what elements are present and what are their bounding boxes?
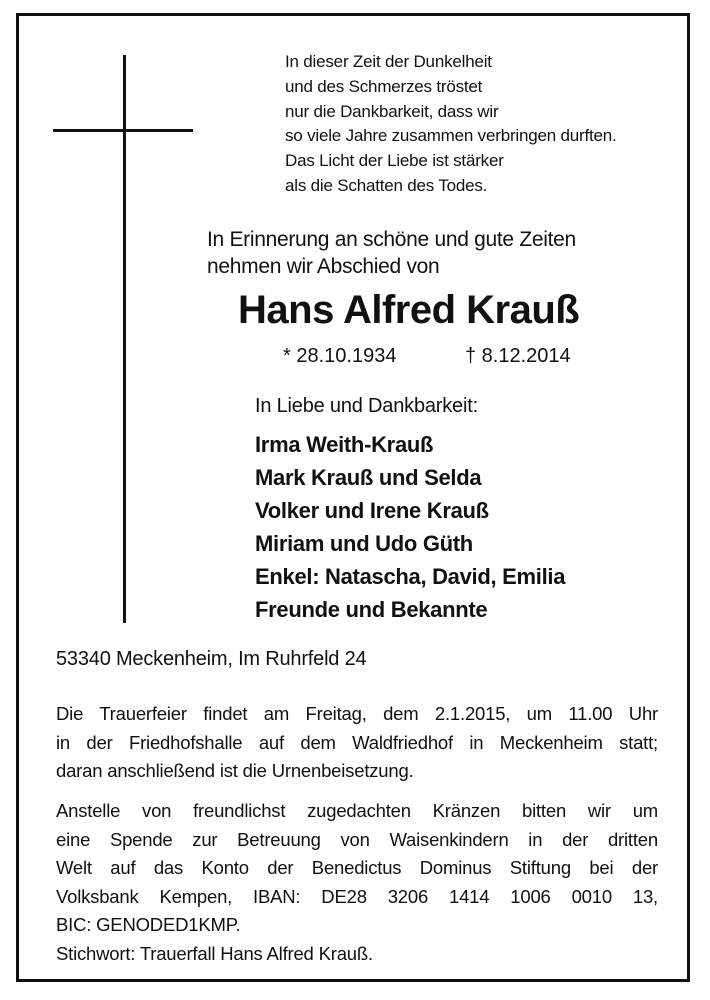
intro-text bbox=[207, 226, 576, 280]
poem-line: In dieser Zeit der Dunkelheit bbox=[285, 52, 492, 71]
intro-line: nehmen wir Abschied von bbox=[207, 255, 440, 278]
poem-line: Das Licht der Liebe ist stärker bbox=[285, 151, 504, 171]
mourners-heading: In Liebe und Dankbarkeit: bbox=[255, 395, 478, 417]
donation-notice bbox=[56, 797, 658, 968]
donation-line: BIC: GENODED1KMP. bbox=[56, 914, 241, 935]
donation-line: eine Spende zur Betreuung von Waisenkindern in der dritten bbox=[56, 828, 658, 850]
mourner-name: Miriam und Udo Güth bbox=[255, 531, 473, 556]
mourner-name: Freunde und Bekannte bbox=[255, 597, 488, 622]
deceased-name: Hans Alfred Krauß bbox=[238, 288, 580, 332]
notice-line: daran anschließend ist die Urnenbeisetzung. bbox=[56, 760, 414, 781]
intro-line: In Erinnerung an schöne und gute Zeiten bbox=[207, 228, 576, 251]
mourner-name: Mark Krauß und Selda bbox=[255, 465, 482, 490]
death-date: † 8.12.2014 bbox=[465, 345, 571, 367]
poem bbox=[285, 50, 675, 199]
mourners-list bbox=[255, 428, 565, 626]
mourner-name: Enkel: Natascha, David, Emilia bbox=[255, 564, 566, 589]
donation-line: Volksbank Kempen, IBAN: DE28 3206 1414 1006 0010 13, bbox=[56, 885, 658, 907]
birth-date: * 28.10.1934 bbox=[283, 345, 397, 367]
mourner-name: Irma Weith-Krauß bbox=[255, 432, 434, 457]
donation-line: Welt auf das Konto der Benedictus Dominus Stiftung bei der bbox=[56, 857, 658, 878]
cross-icon bbox=[123, 55, 126, 623]
poem-line: und des Schmerzes tröstet bbox=[285, 76, 483, 96]
cross-icon-bar bbox=[53, 129, 193, 132]
funeral-notice bbox=[56, 700, 658, 786]
donation-line: Anstelle von freundlichst zugedachten Kränzen bitten wir um bbox=[56, 800, 658, 821]
notice-line: in der Friedhofshalle auf dem Waldfriedhof in Meckenheim statt; bbox=[56, 731, 658, 753]
poem-line: so viele Jahre zusammen verbringen durften. bbox=[285, 126, 617, 146]
poem-line: nur die Dankbarkeit, dass wir bbox=[285, 101, 499, 121]
donation-line: Stichwort: Trauerfall Hans Alfred Krauß. bbox=[56, 942, 373, 964]
notice-line: Die Trauerfeier findet am Freitag, dem 2.1.2015, um 11.00 Uhr bbox=[56, 703, 658, 724]
mourner-name: Volker und Irene Krauß bbox=[255, 498, 489, 523]
poem-line: als die Schatten des Todes. bbox=[285, 175, 488, 195]
family-address: 53340 Meckenheim, Im Ruhrfeld 24 bbox=[56, 648, 367, 670]
